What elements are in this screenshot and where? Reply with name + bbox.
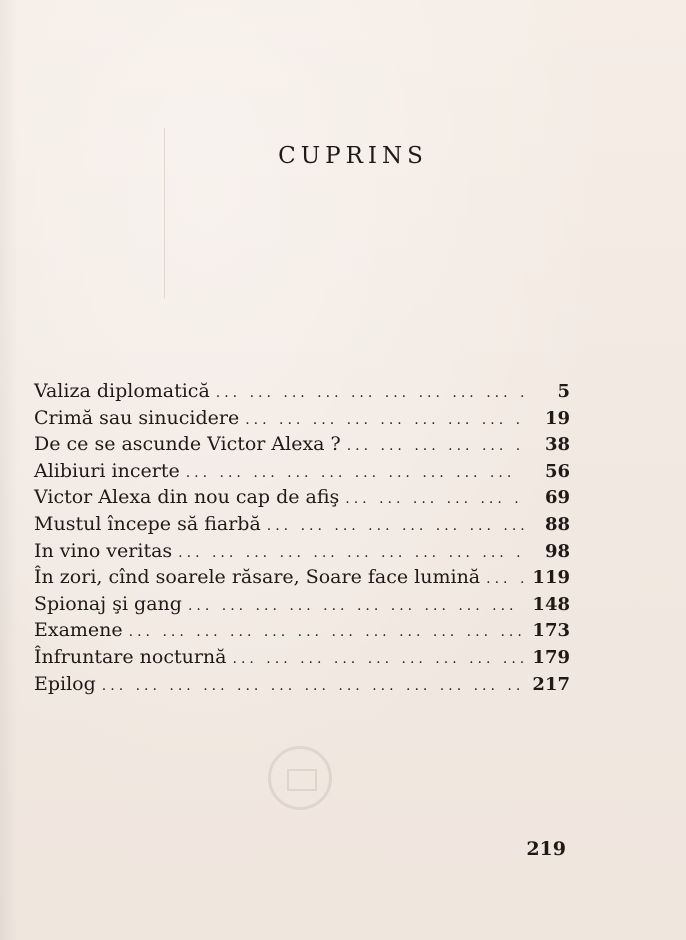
dot-leader — [267, 518, 524, 534]
toc-entry — [34, 486, 570, 513]
toc-entry-page: 38 — [544, 434, 570, 456]
toc-entry — [34, 433, 570, 460]
toc-entry — [34, 566, 570, 593]
toc-entry-title: Înfruntare nocturnă — [34, 645, 227, 668]
toc-entry-title: Examene — [34, 619, 123, 642]
toc-entry — [34, 513, 570, 540]
dot-leader — [216, 385, 524, 401]
dot-leader — [486, 571, 524, 587]
toc-entry-page: 5 — [557, 381, 570, 402]
dot-leader — [186, 465, 524, 481]
dot-leader — [129, 624, 524, 640]
toc-entry — [34, 540, 570, 567]
dot-leader — [233, 651, 525, 667]
toc-entry-title: În zori, cînd soarele răsare, Soare face lumină — [34, 566, 481, 589]
dot-leader — [347, 438, 524, 454]
toc-entry — [34, 646, 570, 673]
toc-entry-page: 119 — [532, 567, 570, 589]
toc-entry-title: Mustul începe să fiarbă — [34, 512, 261, 535]
toc-entry — [34, 407, 570, 434]
toc-entry-page: 179 — [532, 646, 570, 668]
toc-entry-title: Spionaj şi gang — [34, 592, 182, 615]
dot-leader — [102, 678, 524, 694]
toc-entry-title: Crimă sau sinucidere — [34, 406, 240, 429]
toc-entry — [34, 380, 570, 407]
toc-entry-page: 98 — [544, 540, 570, 562]
toc-entry-page: 88 — [544, 513, 570, 535]
dot-leader — [245, 412, 524, 428]
toc-entry-title: Victor Alexa din nou cap de afiş — [34, 486, 340, 509]
toc-entry — [34, 460, 570, 487]
dot-leader — [178, 545, 524, 561]
toc-entry-page: 69 — [544, 487, 570, 509]
toc-entry — [34, 593, 570, 620]
toc-entry-page: 56 — [544, 460, 570, 482]
toc-entry-title: Valiza diplomatică — [34, 380, 210, 402]
faded-library-stamp-icon — [268, 746, 332, 810]
dot-leader — [345, 491, 524, 507]
toc-entry-page: 217 — [532, 673, 570, 695]
dot-leader — [188, 598, 524, 614]
toc-entry-page: 148 — [532, 593, 570, 615]
toc-entry — [34, 619, 570, 646]
page-number: 219 — [526, 838, 566, 860]
toc-entry-page: 173 — [532, 620, 570, 642]
toc-entry-title: Epilog — [34, 672, 96, 695]
toc-entry-title: In vino veritas — [34, 539, 173, 562]
toc-entry-title: De ce se ascunde Victor Alexa ? — [34, 433, 341, 456]
toc-entry — [34, 673, 570, 700]
toc-entry-page: 19 — [544, 407, 570, 429]
page-title: CUPRINS — [278, 143, 428, 170]
table-of-contents — [34, 380, 570, 699]
toc-entry-title: Alibiuri incerte — [34, 459, 180, 482]
